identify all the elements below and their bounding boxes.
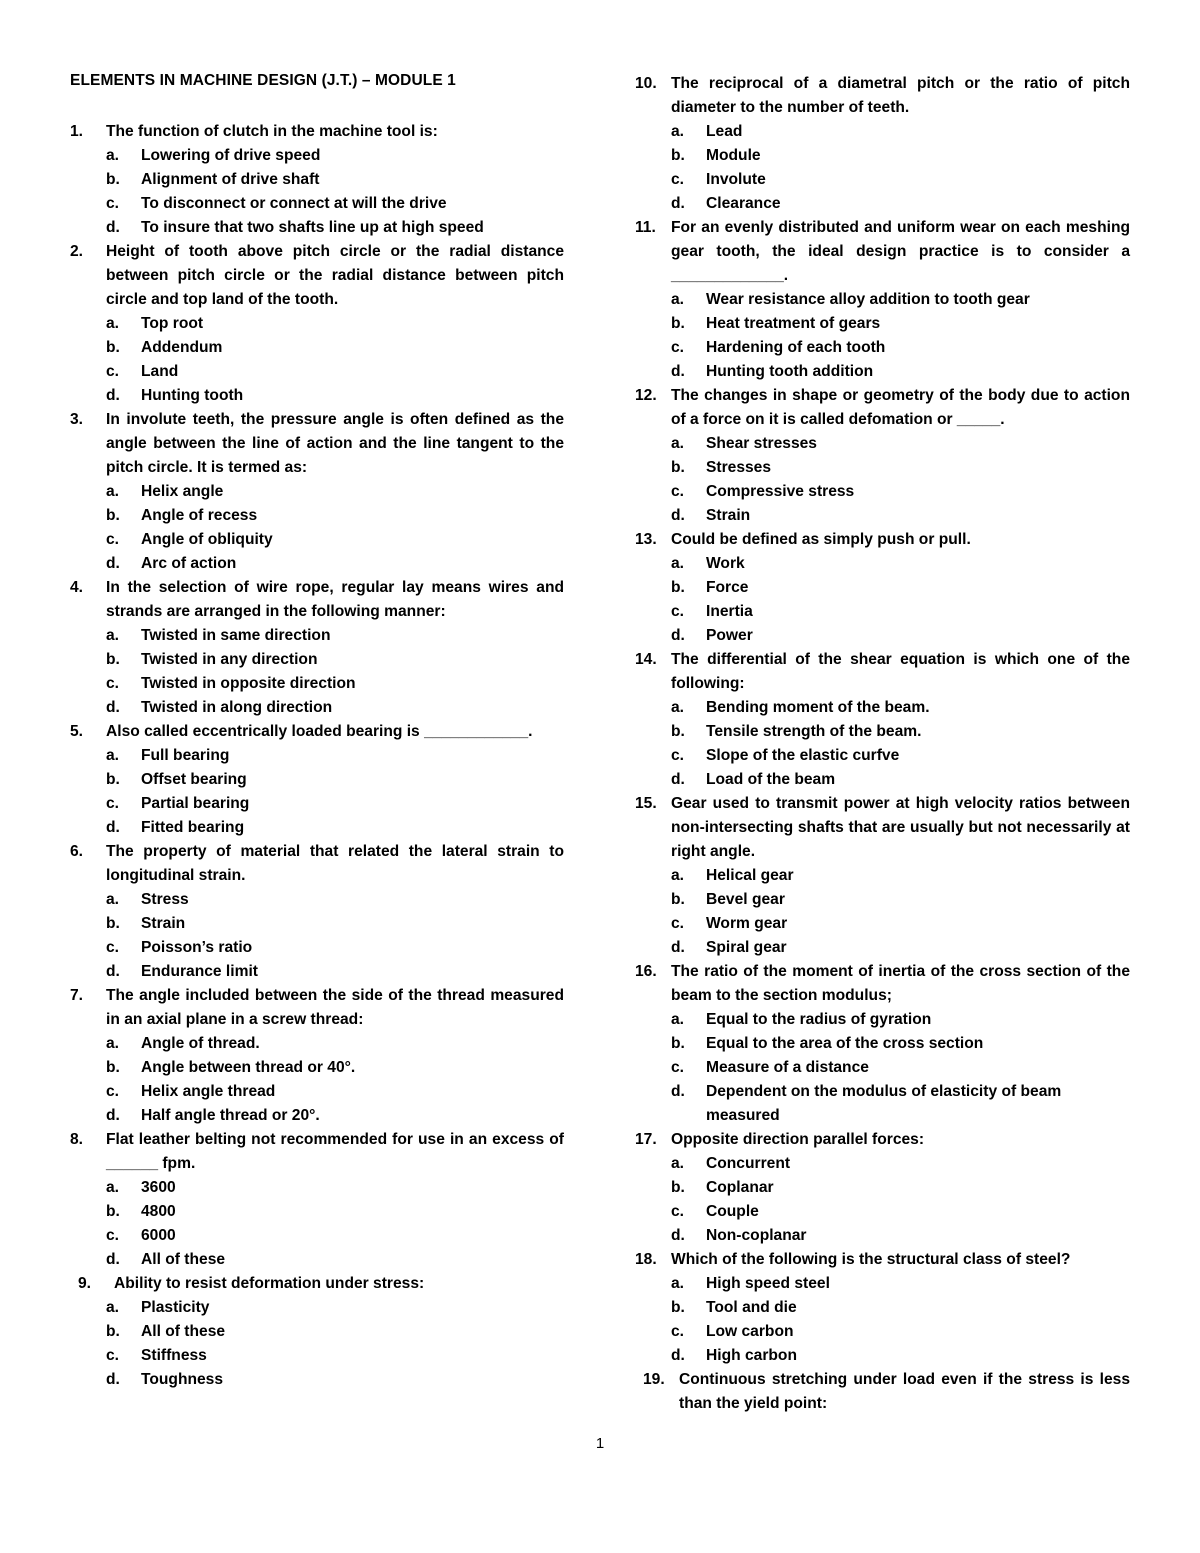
answer-option [635, 888, 1130, 912]
answer-option [70, 1368, 564, 1392]
option-letter: b. [106, 1203, 120, 1220]
option-letter: c. [671, 915, 685, 932]
answer-option [70, 936, 564, 960]
option-text: Wear resistance alloy addition to tooth gear [706, 291, 1030, 308]
option-letter: a. [671, 867, 685, 884]
option-letter: c. [106, 1347, 120, 1364]
answer-option [635, 768, 1130, 792]
answer-option [70, 216, 564, 240]
option-text: Hardening of each tooth [706, 339, 886, 356]
question-item [635, 792, 1130, 960]
option-text: Land [141, 363, 179, 380]
question-number: 4. [70, 579, 84, 596]
answer-option [635, 1176, 1130, 1200]
option-letter: c. [106, 195, 120, 212]
answer-option [70, 1320, 564, 1344]
option-letter: a. [106, 315, 120, 332]
option-text: Lead [706, 123, 743, 140]
option-letter: d. [106, 387, 120, 404]
answer-option [70, 336, 564, 360]
question-text: Height of tooth above pitch circle or the radial distance between pitch circle or the radial distance between pitch circle and top land of the tooth. [106, 243, 564, 308]
option-letter: c. [671, 339, 685, 356]
answer-option [70, 1056, 564, 1080]
option-text: Angle of recess [141, 507, 258, 524]
answer-options [70, 312, 564, 408]
option-letter: b. [671, 459, 685, 476]
question-number: 6. [70, 843, 84, 860]
answer-option [635, 120, 1130, 144]
answer-option [635, 360, 1130, 384]
option-text: Module [706, 147, 761, 164]
option-text: Arc of action [141, 555, 237, 572]
question-number: 3. [70, 411, 84, 428]
question-item [635, 1368, 1130, 1416]
answer-option [70, 624, 564, 648]
option-text: Stiffness [141, 1347, 207, 1364]
option-text: Tensile strength of the beam. [706, 723, 922, 740]
question-text: The reciprocal of a diametral pitch or the ratio of pitch diameter to the number of teeth. [671, 75, 1130, 116]
option-text: Lowering of drive speed [141, 147, 321, 164]
question-item [70, 840, 564, 984]
option-text: Coplanar [706, 1179, 774, 1196]
option-letter: b. [106, 1323, 120, 1340]
option-text: Stress [141, 891, 189, 908]
answer-options [635, 864, 1130, 960]
option-text: Angle of obliquity [141, 531, 273, 548]
answer-option [70, 912, 564, 936]
answer-option [635, 1224, 1130, 1248]
option-text: Twisted in any direction [141, 651, 318, 668]
option-letter: d. [671, 507, 685, 524]
option-text: Plasticity [141, 1299, 210, 1316]
question-item [70, 408, 564, 576]
question-item [635, 648, 1130, 792]
question-item [635, 216, 1130, 384]
option-text: Strain [706, 507, 751, 524]
option-text: Twisted in same direction [141, 627, 331, 644]
option-letter: b. [671, 1299, 685, 1316]
option-text: To insure that two shafts line up at high speed [141, 219, 484, 236]
option-letter: a. [106, 147, 120, 164]
answer-option [635, 864, 1130, 888]
option-text: Helix angle [141, 483, 224, 500]
answer-option [70, 1344, 564, 1368]
question-item [70, 576, 564, 720]
answer-option [70, 1248, 564, 1272]
option-letter: b. [671, 147, 685, 164]
question-number: 19. [643, 1371, 665, 1388]
answer-options [70, 888, 564, 984]
option-text: Heat treatment of gears [706, 315, 881, 332]
question-number: 12. [635, 387, 657, 404]
answer-option [70, 1032, 564, 1056]
option-text: Strain [141, 915, 186, 932]
option-text: Couple [706, 1203, 759, 1220]
question-text: The changes in shape or geometry of the body due to action of a force on it is called defomation or _____. [671, 387, 1130, 428]
option-text: Work [706, 555, 745, 572]
question-text: In involute teeth, the pressure angle is often defined as the angle between the line of action and the line tangent to the pitch circle. It is termed as: [106, 411, 564, 476]
question-number: 8. [70, 1131, 84, 1148]
answer-option [70, 792, 564, 816]
answer-option [635, 1032, 1130, 1056]
answer-option [635, 1200, 1130, 1224]
answer-options [635, 432, 1130, 528]
option-letter: c. [106, 531, 120, 548]
option-text: Alignment of drive shaft [141, 171, 320, 188]
answer-option [70, 192, 564, 216]
option-text: Addendum [141, 339, 223, 356]
option-letter: b. [106, 915, 120, 932]
question-number: 10. [635, 75, 657, 92]
question-number: 9. [78, 1275, 92, 1292]
answer-options [635, 552, 1130, 648]
answer-option [635, 720, 1130, 744]
question-text: Gear used to transmit power at high velocity ratios between non-intersecting shafts that are usually but not necessarily at right angle. [671, 795, 1130, 860]
question-item [635, 72, 1130, 216]
page-number: 1 [595, 1435, 605, 1452]
option-text: Poisson’s ratio [141, 939, 253, 956]
option-text: Spiral gear [706, 939, 787, 956]
answer-option [635, 576, 1130, 600]
answer-option [635, 432, 1130, 456]
answer-option [635, 1344, 1130, 1368]
option-letter: a. [106, 627, 120, 644]
option-letter: b. [106, 771, 120, 788]
answer-option [635, 312, 1130, 336]
option-text: High speed steel [706, 1275, 830, 1292]
option-letter: a. [106, 1035, 120, 1052]
option-letter: c. [106, 939, 120, 956]
question-text: The ratio of the moment of inertia of the cross section of the beam to the section modulus; [671, 963, 1130, 1004]
answer-options [70, 1032, 564, 1128]
option-letter: c. [671, 483, 685, 500]
answer-option [635, 1296, 1130, 1320]
option-text: Equal to the area of the cross section [706, 1035, 984, 1052]
option-text: Clearance [706, 195, 781, 212]
answer-option [70, 168, 564, 192]
option-letter: d. [671, 1083, 685, 1100]
question-text: The property of material that related the lateral strain to longitudinal strain. [106, 843, 564, 884]
option-letter: c. [671, 1203, 685, 1220]
question-number: 15. [635, 795, 657, 812]
option-text: Helical gear [706, 867, 794, 884]
answer-options [70, 144, 564, 240]
option-text: Bevel gear [706, 891, 785, 908]
answer-option [635, 1320, 1130, 1344]
option-letter: a. [671, 1155, 685, 1172]
answer-option [635, 1152, 1130, 1176]
answer-option [635, 288, 1130, 312]
answer-option [635, 336, 1130, 360]
option-text: All of these [141, 1251, 226, 1268]
question-item [70, 720, 564, 840]
option-letter: d. [671, 939, 685, 956]
option-letter: c. [106, 1083, 120, 1100]
option-text: Fitted bearing [141, 819, 245, 836]
option-text: 6000 [141, 1227, 176, 1244]
question-item [70, 240, 564, 408]
option-letter: d. [106, 555, 120, 572]
question-number: 2. [70, 243, 84, 260]
option-text: Involute [706, 171, 766, 188]
answer-option [635, 168, 1130, 192]
answer-option [70, 144, 564, 168]
option-letter: a. [671, 555, 685, 572]
answer-options [635, 1152, 1130, 1248]
question-text: Could be defined as simply push or pull. [671, 531, 971, 548]
option-text: Full bearing [141, 747, 230, 764]
option-letter: a. [671, 1011, 685, 1028]
option-text: Concurrent [706, 1155, 791, 1172]
option-letter: d. [671, 195, 685, 212]
option-letter: d. [106, 1371, 120, 1388]
option-letter: b. [106, 1059, 120, 1076]
option-text: Power [706, 627, 753, 644]
option-text: Slope of the elastic curfve [706, 747, 900, 764]
option-text: Worm gear [706, 915, 788, 932]
option-letter: a. [106, 891, 120, 908]
answer-option [70, 480, 564, 504]
question-text: Continuous stretching under load even if the stress is less than the yield point: [679, 1371, 1130, 1412]
answer-option [70, 960, 564, 984]
option-letter: c. [671, 1323, 685, 1340]
option-letter: b. [106, 339, 120, 356]
answer-option [635, 1080, 1130, 1128]
option-text: Non-coplanar [706, 1227, 807, 1244]
answer-options [635, 288, 1130, 384]
answer-option [70, 1080, 564, 1104]
answer-options [70, 624, 564, 720]
option-letter: b. [671, 1179, 685, 1196]
answer-option [70, 1176, 564, 1200]
answer-option [635, 624, 1130, 648]
answer-option [70, 312, 564, 336]
option-letter: d. [106, 1251, 120, 1268]
option-letter: a. [106, 1299, 120, 1316]
answer-option [635, 1056, 1130, 1080]
option-letter: b. [671, 315, 685, 332]
option-text: Stresses [706, 459, 772, 476]
answer-options [70, 1296, 564, 1392]
question-number: 7. [70, 987, 84, 1004]
question-item [635, 960, 1130, 1128]
option-letter: d. [671, 1347, 685, 1364]
option-text: 3600 [141, 1179, 176, 1196]
question-text: Ability to resist deformation under stress: [114, 1275, 425, 1292]
option-text: Half angle thread or 20°. [141, 1107, 320, 1124]
option-text: 4800 [141, 1203, 176, 1220]
answer-option [70, 888, 564, 912]
option-letter: d. [671, 363, 685, 380]
option-letter: a. [671, 435, 685, 452]
question-text: Flat leather belting not recommended for use in an excess of ______ fpm. [106, 1131, 564, 1172]
answer-option [635, 504, 1130, 528]
option-text: Top root [141, 315, 204, 332]
option-text: Bending moment of the beam. [706, 699, 930, 716]
option-letter: c. [671, 171, 685, 188]
answer-option [70, 696, 564, 720]
option-letter: a. [671, 1275, 685, 1292]
option-text: Helix angle thread [141, 1083, 276, 1100]
answer-option [635, 192, 1130, 216]
option-text: Hunting tooth addition [706, 363, 874, 380]
answer-option [635, 696, 1130, 720]
option-text: Twisted in along direction [141, 699, 333, 716]
option-text: Force [706, 579, 749, 596]
question-number: 5. [70, 723, 84, 740]
option-letter: a. [106, 747, 120, 764]
answer-option [70, 552, 564, 576]
question-text: Opposite direction parallel forces: [671, 1131, 925, 1148]
left-column [70, 120, 564, 1392]
option-text: Inertia [706, 603, 753, 620]
answer-option [70, 504, 564, 528]
question-number: 1. [70, 123, 84, 140]
question-text: Also called eccentrically loaded bearing is ____________. [106, 723, 533, 740]
answer-option [70, 744, 564, 768]
option-letter: d. [106, 963, 120, 980]
question-item [70, 120, 564, 240]
answer-option [635, 912, 1130, 936]
option-text: Hunting tooth [141, 387, 244, 404]
question-item [635, 1248, 1130, 1368]
option-text: All of these [141, 1323, 226, 1340]
question-item [635, 384, 1130, 528]
answer-option [635, 744, 1130, 768]
option-text: High carbon [706, 1347, 797, 1364]
option-text: Toughness [141, 1371, 224, 1388]
question-text: The function of clutch in the machine tool is: [106, 123, 438, 140]
option-text: Equal to the radius of gyration [706, 1011, 932, 1028]
question-number: 16. [635, 963, 657, 980]
answer-options [70, 744, 564, 840]
answer-option [70, 528, 564, 552]
option-letter: c. [106, 1227, 120, 1244]
answer-option [70, 360, 564, 384]
option-letter: a. [106, 483, 120, 500]
answer-option [635, 600, 1130, 624]
option-letter: d. [671, 1227, 685, 1244]
option-letter: b. [671, 579, 685, 596]
option-text: Angle between thread or 40°. [141, 1059, 356, 1076]
option-letter: c. [671, 603, 685, 620]
answer-option [635, 1272, 1130, 1296]
question-item [70, 984, 564, 1128]
answer-option [635, 552, 1130, 576]
option-text: Tool and die [706, 1299, 797, 1316]
option-text: Compressive stress [706, 483, 855, 500]
option-text: To disconnect or connect at will the drive [141, 195, 447, 212]
answer-option [635, 456, 1130, 480]
option-letter: c. [671, 1059, 685, 1076]
answer-option [70, 816, 564, 840]
answer-option [70, 1104, 564, 1128]
answer-options [70, 480, 564, 576]
question-number: 11. [635, 219, 656, 236]
answer-options [635, 1008, 1130, 1128]
answer-options [70, 1176, 564, 1272]
option-letter: d. [106, 819, 120, 836]
question-item [635, 528, 1130, 648]
answer-option [70, 1224, 564, 1248]
option-letter: d. [106, 1107, 120, 1124]
option-letter: d. [106, 219, 120, 236]
option-letter: c. [106, 363, 120, 380]
answer-options [635, 696, 1130, 792]
answer-option [635, 480, 1130, 504]
option-letter: c. [106, 795, 120, 812]
question-text: The differential of the shear equation is which one of the following: [671, 651, 1130, 692]
document-title: ELEMENTS IN MACHINE DESIGN (J.T.) – MODULE 1 [70, 72, 456, 89]
option-letter: d. [671, 771, 685, 788]
question-text: In the selection of wire rope, regular lay means wires and strands are arranged in the following manner: [106, 579, 564, 620]
answer-option [70, 648, 564, 672]
option-letter: b. [106, 171, 120, 188]
option-letter: a. [106, 1179, 120, 1196]
option-letter: b. [671, 723, 685, 740]
option-letter: b. [671, 1035, 685, 1052]
answer-option [70, 1296, 564, 1320]
option-letter: c. [106, 675, 120, 692]
answer-options [635, 120, 1130, 216]
question-item [635, 1128, 1130, 1248]
option-text: Twisted in opposite direction [141, 675, 356, 692]
option-letter: b. [106, 507, 120, 524]
option-text: Angle of thread. [141, 1035, 260, 1052]
question-item [70, 1128, 564, 1272]
option-text: Shear stresses [706, 435, 817, 452]
answer-option [635, 1008, 1130, 1032]
option-letter: a. [671, 291, 685, 308]
option-text: Measure of a distance [706, 1059, 869, 1076]
option-text: Offset bearing [141, 771, 247, 788]
answer-option [70, 768, 564, 792]
option-text: Low carbon [706, 1323, 794, 1340]
option-letter: b. [106, 651, 120, 668]
question-text: The angle included between the side of the thread measured in an axial plane in a screw thread: [106, 987, 564, 1028]
option-letter: b. [671, 891, 685, 908]
answer-option [70, 1200, 564, 1224]
option-letter: a. [671, 123, 685, 140]
question-text: Which of the following is the structural class of steel? [671, 1251, 1071, 1268]
question-number: 17. [635, 1131, 657, 1148]
option-letter: d. [671, 627, 685, 644]
answer-option [70, 672, 564, 696]
option-letter: c. [671, 747, 685, 764]
question-number: 14. [635, 651, 657, 668]
answer-option [70, 384, 564, 408]
option-text: Partial bearing [141, 795, 250, 812]
answer-options [635, 1272, 1130, 1368]
answer-option [635, 144, 1130, 168]
right-column [635, 72, 1130, 1416]
option-text: Dependent on the modulus of elasticity of beam measured [706, 1083, 1062, 1124]
option-letter: d. [106, 699, 120, 716]
option-letter: a. [671, 699, 685, 716]
question-number: 13. [635, 531, 657, 548]
question-item [70, 1272, 564, 1392]
option-text: Endurance limit [141, 963, 258, 980]
question-text: For an evenly distributed and uniform wear on each meshing gear tooth, the ideal design practice is to consider a _____________. [671, 219, 1130, 284]
option-text: Load of the beam [706, 771, 836, 788]
question-number: 18. [635, 1251, 657, 1268]
answer-option [635, 936, 1130, 960]
